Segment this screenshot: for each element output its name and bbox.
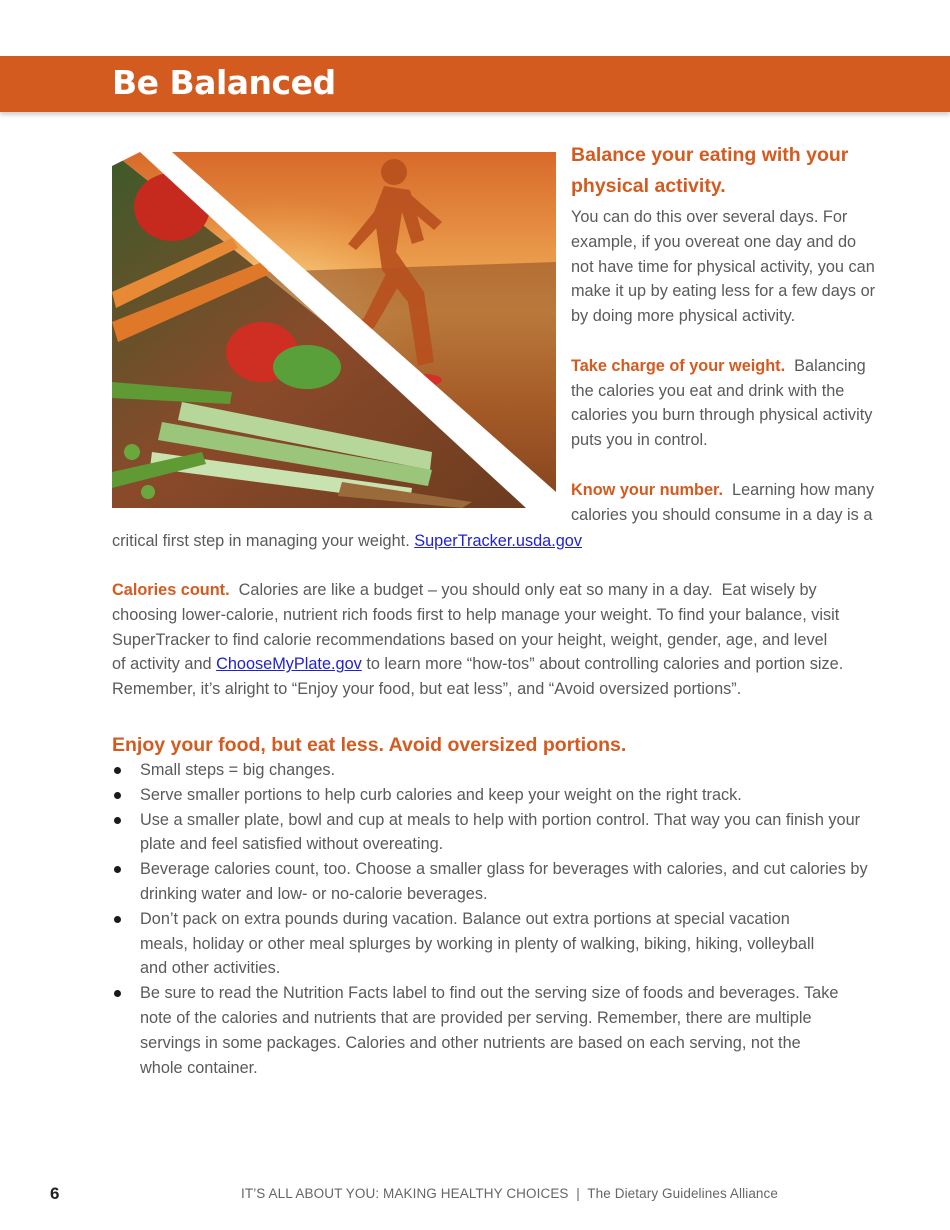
text-line: choosing lower-calorie, nutrient rich foods first to help manage your weight. To find your balance, visit xyxy=(112,605,840,624)
list-item xyxy=(112,808,902,858)
text-line: and other activities. xyxy=(140,959,281,978)
text-line: calories you should consume in a day is a xyxy=(571,505,873,524)
hero-image xyxy=(112,152,556,508)
header-bar xyxy=(0,56,950,112)
list-item xyxy=(112,758,902,783)
text-line: You can do this over several days. For xyxy=(571,208,848,226)
bullet-icon xyxy=(114,866,121,873)
text-line: meals, holiday or other meal splurges by working in plenty of walking, biking, hiking, volleyball xyxy=(140,934,815,953)
bullet-icon xyxy=(114,767,121,774)
list-item xyxy=(112,783,902,808)
text-line: note of the calories and nutrients that are provided per serving. Remember, there are multiple xyxy=(140,1008,812,1027)
weight-paragraph xyxy=(571,354,896,453)
list-item xyxy=(112,907,902,981)
text-line: Small steps = big changes. xyxy=(140,761,336,779)
text-line: not have time for physical activity, you can xyxy=(571,257,875,276)
number-lead: Know your number. xyxy=(571,480,723,499)
bullet-icon xyxy=(114,916,121,923)
food-and-runner-photo xyxy=(112,152,556,508)
balance-paragraph xyxy=(571,205,896,329)
text-line: SuperTracker to find calorie recommendations based on your height, weight, gender, age, and level xyxy=(112,630,828,649)
text-line: Be sure to read the Nutrition Facts label to find out the serving size of foods and beverages. Take xyxy=(140,984,839,1003)
weight-lead: Take charge of your weight. xyxy=(571,356,786,375)
text-line: Balancing xyxy=(785,356,866,375)
text-line: by doing more physical activity. xyxy=(571,307,796,326)
balance-heading-line2: physical activity. xyxy=(571,175,726,197)
text-line: Learning how many xyxy=(722,480,875,499)
text-line: Don’t pack on extra pounds during vacation. Balance out extra portions at special vacation xyxy=(140,909,790,928)
bullet-icon xyxy=(114,990,121,997)
number-paragraph-continued xyxy=(112,529,912,554)
text-line: example, if you overeat one day and do xyxy=(571,232,857,251)
choosemyplate-link[interactable]: ChooseMyPlate.gov xyxy=(216,655,362,674)
text-line: puts you in control. xyxy=(571,431,708,450)
text-line: of activity and xyxy=(112,655,217,674)
bullet-icon xyxy=(114,817,121,824)
text-line: critical first step in managing your weight. xyxy=(112,532,415,550)
text-line: Remember, it’s alright to “Enjoy your food, but eat less”, and “Avoid oversized portions”. xyxy=(112,680,742,699)
portions-heading: Enjoy your food, but eat less. Avoid oversized portions. xyxy=(112,734,627,756)
supertracker-link[interactable]: SuperTracker.usda.gov xyxy=(414,532,582,550)
balance-heading xyxy=(571,140,896,202)
right-column xyxy=(571,140,896,527)
list-item xyxy=(112,857,902,907)
text-line: calories you burn through physical activity xyxy=(571,406,873,425)
balance-heading-line1: Balance your eating with your xyxy=(571,144,849,166)
text-line: servings in some packages. Calories and other nutrients are based on each serving, not the xyxy=(140,1033,801,1052)
calories-lead: Calories count. xyxy=(112,581,230,599)
portions-list xyxy=(112,758,902,1080)
bullet-icon xyxy=(114,792,121,799)
text-line: Calories are like a budget – you should only eat so many in a day. Eat wisely by xyxy=(229,581,817,599)
text-line: whole container. xyxy=(140,1058,258,1077)
page-title: Be Balanced xyxy=(112,63,336,102)
text-line: drinking water and low- or no-calorie beverages. xyxy=(140,884,488,903)
text-line: make it up by eating less for a few days or xyxy=(571,282,876,301)
text-line: Use a smaller plate, bowl and cup at meals to help with portion control. That way you can finish your xyxy=(140,810,861,829)
list-item xyxy=(112,981,902,1080)
text-line: Serve smaller portions to help curb calories and keep your weight on the right track. xyxy=(140,785,742,804)
page-number: 6 xyxy=(50,1184,60,1203)
text-line: plate and feel satisfied without overeating. xyxy=(140,835,444,854)
text-line: the calories you eat and drink with the xyxy=(571,381,845,400)
number-paragraph xyxy=(571,478,896,528)
footer-text: IT’S ALL ABOUT YOU: MAKING HEALTHY CHOICES | The Dietary Guidelines Alliance xyxy=(241,1186,779,1201)
text-line: to learn more “how-tos” about controlling calories and portion size. xyxy=(361,655,844,674)
calories-paragraph xyxy=(112,578,902,702)
text-line: Beverage calories count, too. Choose a smaller glass for beverages with calories, and cut calories by xyxy=(140,860,868,879)
